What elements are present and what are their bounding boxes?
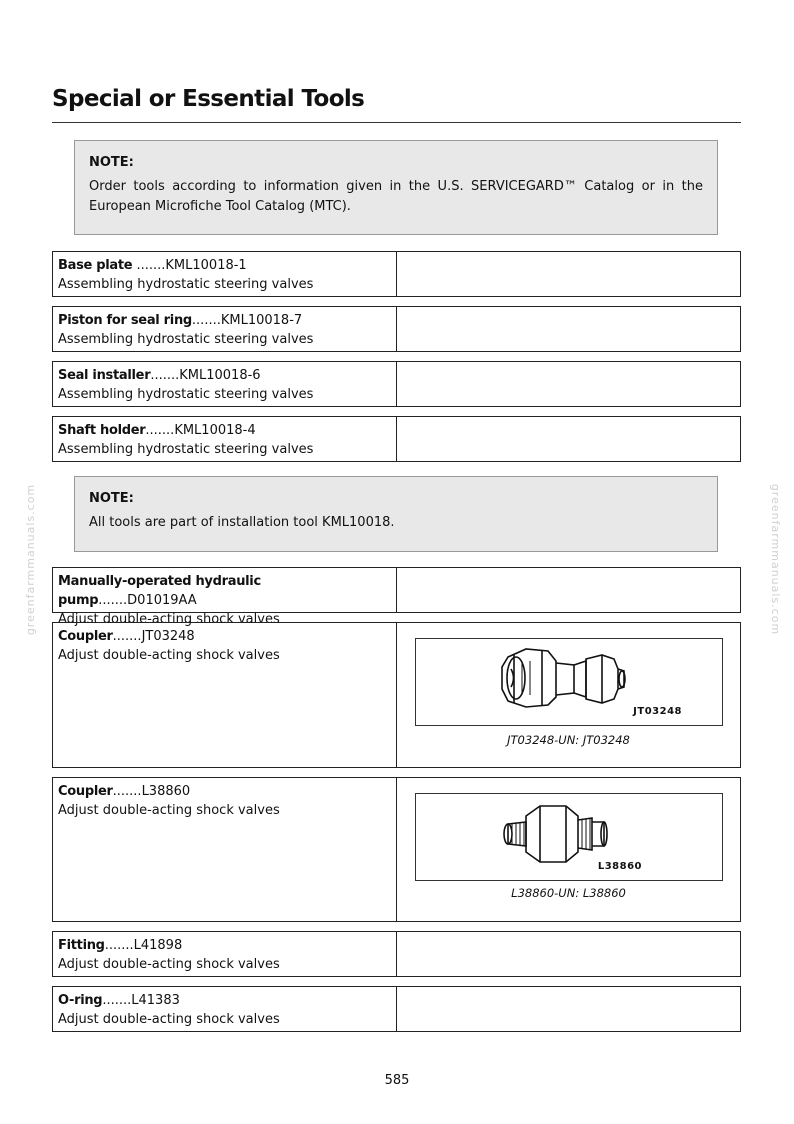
tool-name: Coupler <box>58 784 113 799</box>
coupler-illustration <box>416 794 721 879</box>
tool-name: Seal installer <box>58 368 151 383</box>
tool-figure-cell <box>397 568 740 612</box>
tool-part-number: KML10018-4 <box>174 423 256 438</box>
tool-row <box>52 777 741 922</box>
tool-description: Adjust double-acting shock valves <box>58 648 280 663</box>
page-title: Special or Essential Tools <box>52 86 365 112</box>
figure-caption: L38860-UN: L38860 <box>511 886 626 900</box>
note-text: Order tools according to information given in the U.S. SERVICEGARD™ Catalog or in the European Microfiche Tool Catalog (MTC). <box>89 179 703 214</box>
tool-part-number: L41383 <box>131 993 180 1008</box>
tool-description: Assembling hydrostatic steering valves <box>58 277 314 292</box>
tool-name: Base plate <box>58 258 133 273</box>
tool-info <box>53 778 397 921</box>
figure-label: JT03248 <box>633 706 682 717</box>
watermark-right: greenfarmmanuals.com <box>769 483 783 636</box>
tool-part-number: L38860 <box>141 784 191 799</box>
tool-info <box>53 932 397 976</box>
tool-part-number: L41898 <box>133 938 183 953</box>
note-label: NOTE: <box>89 155 134 170</box>
figure-label: L38860 <box>597 861 642 872</box>
tool-separator: ....... <box>112 784 142 799</box>
tool-name: Manually-operated hydraulic pump <box>58 574 261 608</box>
tool-info <box>53 417 397 461</box>
tool-figure-cell <box>397 417 740 461</box>
tool-description: Assembling hydrostatic steering valves <box>58 442 314 457</box>
tool-row <box>52 622 741 768</box>
tool-row <box>52 567 741 627</box>
tool-part-number: JT03248 <box>141 629 195 644</box>
tool-part-number: KML10018-6 <box>179 368 261 383</box>
tool-figure-cell <box>397 778 740 921</box>
note-text: All tools are part of installation tool KML10018. <box>89 515 395 530</box>
tool-separator: ....... <box>102 993 132 1008</box>
tool-description: Assembling hydrostatic steering valves <box>58 332 314 347</box>
coupler-figure <box>415 793 723 881</box>
tool-info <box>53 362 397 406</box>
tool-figure-cell <box>397 987 740 1031</box>
tool-info <box>53 623 397 767</box>
tool-figure-cell <box>397 623 740 767</box>
tool-info <box>53 568 397 627</box>
tool-description: Assembling hydrostatic steering valves <box>58 387 314 402</box>
page-number: 585 <box>384 1073 410 1088</box>
tool-figure-cell <box>397 362 740 406</box>
coupler-figure <box>415 638 723 726</box>
tool-row <box>52 416 741 462</box>
tool-separator: ....... <box>145 423 175 438</box>
tool-separator: ....... <box>132 258 166 273</box>
tool-row <box>52 306 741 352</box>
tool-row <box>52 931 741 977</box>
tool-description: Adjust double-acting shock valves <box>58 803 280 818</box>
tool-figure-cell <box>397 932 740 976</box>
tool-separator: ....... <box>104 938 134 953</box>
title-divider <box>52 122 741 123</box>
tool-info <box>53 307 397 351</box>
tool-description: Adjust double-acting shock valves <box>58 1012 280 1027</box>
tool-description: Adjust double-acting shock valves <box>58 612 280 627</box>
tool-separator: ....... <box>98 593 128 608</box>
tool-info <box>53 987 397 1031</box>
tool-name: Piston for seal ring <box>58 313 192 328</box>
tool-name: Coupler <box>58 629 113 644</box>
figure-caption: JT03248-UN: JT03248 <box>507 733 630 747</box>
tool-name: Shaft holder <box>58 423 146 438</box>
tool-figure-cell <box>397 252 740 296</box>
tool-description: Adjust double-acting shock valves <box>58 957 280 972</box>
tool-name: O-ring <box>58 993 103 1008</box>
tool-row <box>52 251 741 297</box>
watermark-left: greenfarmmanuals.com <box>24 483 38 636</box>
tool-row <box>52 986 741 1032</box>
note-box <box>74 476 718 552</box>
tool-name: Fitting <box>58 938 105 953</box>
tool-part-number: KML10018-1 <box>165 258 247 273</box>
note-label: NOTE: <box>89 491 134 506</box>
tool-part-number: D01019AA <box>127 593 197 608</box>
tool-row <box>52 361 741 407</box>
tool-separator: ....... <box>112 629 142 644</box>
tool-info <box>53 252 397 296</box>
tool-figure-cell <box>397 307 740 351</box>
note-box <box>74 140 718 235</box>
tool-part-number: KML10018-7 <box>220 313 303 328</box>
tool-separator: ....... <box>191 313 221 328</box>
tool-separator: ....... <box>150 368 180 383</box>
